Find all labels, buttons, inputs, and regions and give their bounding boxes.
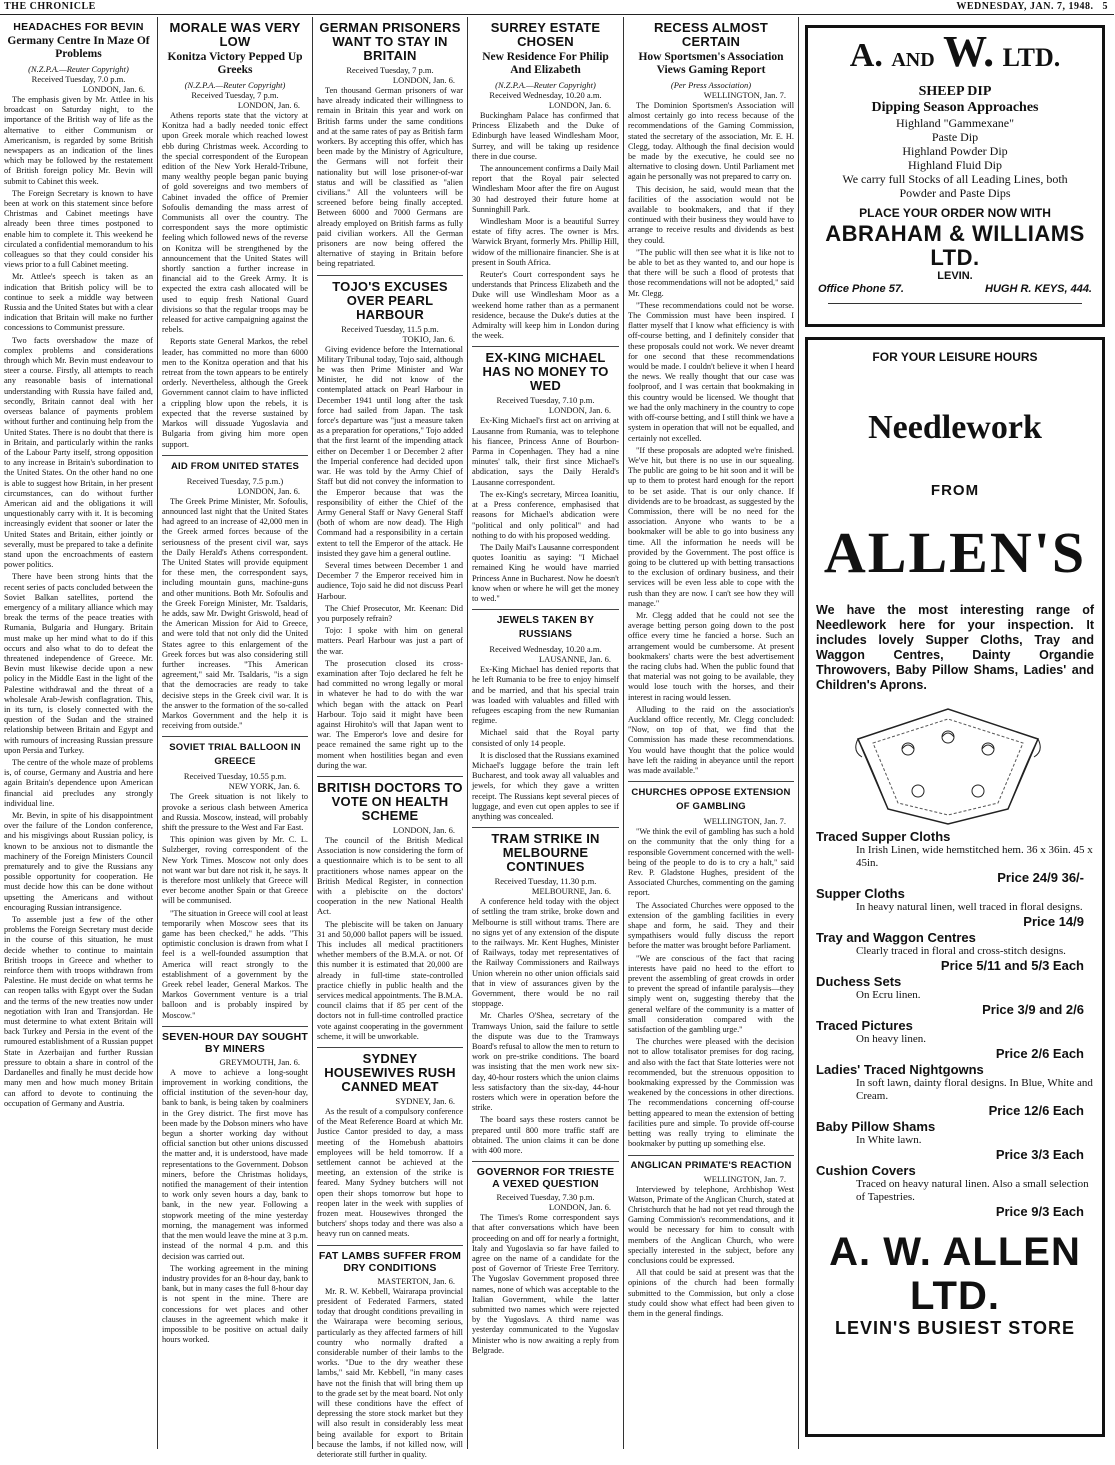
product-price: Price 24/9 36/-	[997, 870, 1084, 885]
paragraph: The emphasis given by Mr. Attlee in his broadcast on Saturday night, to the importance of the British way of life as the alternative to either Communism or Americanism, is regarded by some British newspapers as an indication of the lines which may be followed by the restatement of British foreign policy Mr. Bevin will submit to Cabinet this week.	[4, 95, 153, 186]
place-order-line: PLACE YOUR ORDER NOW WITH	[859, 206, 1051, 220]
story-seven-hour-day	[162, 1031, 308, 1350]
dateline: LONDON, Jan. 6.	[82, 84, 145, 94]
credit: (N.Z.P.A.—Reuter Copyright)	[495, 80, 596, 90]
story-aid-from-united-states	[162, 460, 308, 738]
ad-title: SHEEP DIP	[918, 84, 992, 99]
dateline: WELLINGTON, Jan. 7.	[703, 90, 786, 100]
paragraph: Windlesham Moor is a beautiful Surrey estate of fifty acres. The owner is Mrs. Warwick Bryant, formerly Mrs. Phillip Hill, widow of the millionaire financier. She is at present in South Africa.	[472, 217, 619, 267]
ad-intro: We have the most interesting range of Needlework here for your inspection. It includes lovely Supper Cloths, Tray and Waggon Centres, Dainty Organdie Throwovers, Baby Pillow Shams, Ladies' and Children's Aprons.	[816, 603, 1094, 692]
ad-line: We carry full Stocks of all Leading Lines, both	[842, 172, 1068, 186]
paragraph: Mr. Charles O'Shea, secretary of the Tramways Union, said the failure to settle the dispute was due to the Tramways Board's refusal to allow the men to return to work on pre-strike conditions. The board was insisting that the men work new six-day, 40-hour rosters which the union claims less satisfactory than the six-day, 44-hour rosters which were in operation before the strike.	[472, 1011, 619, 1113]
tablecloth-icon	[838, 699, 1058, 827]
dateline: LONDON, Jan. 6.	[548, 405, 611, 416]
story-anglican-primate	[628, 1160, 794, 1325]
product-description: In heavy natural linen, well traced in floral designs.	[856, 901, 1083, 913]
product-name: Traced Supper Cloths	[816, 829, 951, 844]
paragraph: "If these proposals are adopted we're finished. We've hit, but there is no use in our squealing. The public are going to be hit soon and it will be up to them to protest hard enough for the report to be set aside. That is our only chance. If dividends are to be broadcast, as suggested by the Commission, there will be no need for the association. Anyone who wants to be a bookmaker will be able to go into business any time. All the information he needs will be provided by the Government. The post office is going to be cluttered up with betting transactions to the exclusion of ordinary business, and their services will be even less able to cope with the rush than they are now. I can't see how they will manage."	[628, 445, 794, 608]
product-name: Supper Cloths	[816, 886, 905, 901]
headline: CHURCHES OPPOSE EXTENSION OF GAMBLING	[631, 787, 791, 813]
received-line: Received Tuesday, 11.30 p.m.	[494, 876, 597, 887]
subheadline: How Sportsmen's Association Views Gaming Report	[638, 51, 784, 76]
received-line: Received Tuesday, 7 p.m.	[191, 90, 279, 100]
product-name: Baby Pillow Shams	[816, 1119, 936, 1134]
headline: SOVIET TRIAL BALLOON IN GREECE	[169, 742, 301, 768]
product-description: Clearly traced in floral and cross-stitch designs.	[856, 945, 1066, 957]
story-churches-oppose	[628, 786, 794, 1155]
paragraph: Mr. Attlee's speech is taken as an indication that British policy will be to continue to seek a middle way between Russia and the United States but with a clear indication that Britain will make no further concessions to Communist pressure.	[4, 272, 153, 333]
headline: GOVERNOR FOR TRIESTE A VEXED QUESTION	[476, 1166, 615, 1191]
paragraph: The prosecution closed its cross-examination after Tojo declared he felt he had committed no wrong legally or moral in whatever he had to do with the war which began with the attack on Pearl Harbour. Tojo said it might have been against Hirohito's will that Japan went to war. The Emperor's love and desire for peace remained the same right up to the moment when hostilities began and even during the war.	[317, 658, 463, 770]
paragraph: "We are conscious of the fact that racing interests have paid no heed to the effort to prevent the assembling of great crowds in order to prevent the spread of infantile paralysis—they simply went on, suggesting thereby that the general welfare of the community is a matter of small consideration compared with the satisfaction of the gambling urge."	[628, 953, 794, 1035]
paragraph: The plebiscite will be taken on January 31 and 50,000 ballot papers will be issued. This includes all medical practitioners whether members of the B.M.A. or not. Of this number it is estimated that 20,000 are already in full-time state-controlled practice chiefly in public health and the services medical appointments. The B.M.A. council claims that if 85 per cent of the doctors not in full-time controlled practice vote against cooperating in the government scheme, it will be unworkable.	[317, 919, 463, 1041]
paragraph: Athens reports state that the victory at Konitza had a badly needed tonic effect upon Greek morale which reached lowest ebb during Christmas week. According to the special correspondent of the European edition of the New York Herald-Tribune, many wealthy people began panic buying of gold sovereigns and two members of Cabinet invaded the office of Premier Sofoulis demanding the mass arrest of Communists all over the country. The correspondent says the more optimistic feeling which followed news of the reverse on Konitza will be strengthened by the announcement that the United States will shortly sanction a further increase in financial aid to the Greek Army. It is expected the extra cash allocated will be used to equip fresh National Guard divisions so that the regular troops may be released for active campaigning against the rebels.	[162, 111, 308, 335]
store-name: ALLEN'S	[823, 520, 1087, 585]
story-sydney-housewives	[317, 1052, 463, 1246]
subheadline: New Residence For Philip And Elizabeth	[482, 51, 609, 76]
received-line: Received Tuesday, 7 p.m.	[346, 65, 434, 75]
paragraph: The council of the British Medical Association is now considering the form of a questionnaire which is to be sent to all practitioners whose names appear on the British Medical Register, in connection with a plebiscite on the doctors' cooperation in the new National Health Act.	[317, 835, 463, 917]
ad-line: Highland "Gammexane"	[895, 116, 1015, 130]
story-surrey-estate	[472, 21, 619, 347]
ad-from: FROM	[930, 482, 980, 499]
paragraph: There have been strong hints that the recent series of pacts concluded between the Soviet Balkan satellites, portend the emergency of a military alliance which may break the terms of the peace treaties with Rumania, Bulgaria and Hungary. Britain must make up her mind what to do if this occurs and also what to do to defeat the threatened independence of Greece. Mr. Bevin must likewise decide upon a new policy in the Middle East in the light of the Palestine withdrawal and the threat of a wholesale Arab-Jewish conflagration. This, in its turn, is closely connected with the question of the Sudan and the strained relationship between Britain and Egypt and with rumours of increasing Russian pressure upon Persia and Turkey.	[4, 572, 153, 755]
product-description: Traced on heavy natural linen. Also a small selection of Tapestries.	[856, 1178, 1089, 1203]
paragraph: This opinion was given by Mr. C. L. Sulzberger, roving correspondent of the New York Times. Moscow not only does not want war but dare not risk it, he says. It is therefore most unlikely that Greece will ever become another Spain or that Greece will be communised.	[162, 835, 308, 906]
paper-name: THE CHRONICLE	[4, 1, 96, 12]
paragraph: Mr. Bevin, in spite of his disappointment over the failure of the London conference, and his misgivings about Russian policy, is known to be anxious not to dismantle the machinery of the Foreign Ministers Council prematurely and to give the Russians any possible opportunity for cooperation. He must decide how this can be done without upsetting the Americans and without encouraging Russian intransigence.	[4, 811, 153, 912]
product-name: Duchess Sets	[816, 974, 902, 989]
dateline: LONDON, Jan. 6.	[392, 75, 455, 85]
product-item	[816, 1018, 1094, 1062]
masthead	[0, 0, 1114, 15]
product-price: Price 14/9	[1023, 914, 1084, 929]
subheadline: Germany Centre In Maze Of Problems	[7, 35, 150, 60]
product-item	[816, 886, 1094, 930]
paragraph: The churches were pleased with the decision not to allow totalisator premises for dog racing, and also with the fact that State lotteries were not recommended, but the strenuous opposition to bookmaking expressed by the Commission was weakened by the concessions in other directions. The recommendations concerning off-course betting appeared to mean the extension of betting facilities pure and simple. To provide off-course betting was really trying to eliminate the bookmaker by putting up something else.	[628, 1037, 794, 1149]
headline: SEVEN-HOUR DAY SOUGHT BY MINERS	[162, 1030, 308, 1055]
headline: TRAM STRIKE IN MELBOURNE CONTINUES	[491, 831, 600, 875]
story-soviet-trial-balloon	[162, 741, 308, 1026]
product-item	[816, 1163, 1094, 1220]
product-description: In soft lawn, dainty floral designs. In Blue, White and Cream.	[856, 1077, 1093, 1102]
product-name: Tray and Waggon Centres	[816, 930, 976, 945]
product-price: Price 3/9 and 2/6	[982, 1002, 1084, 1017]
dateline: TOKIO, Jan. 6.	[402, 333, 455, 344]
product-item	[816, 930, 1094, 974]
received-line: Received Tuesday, 11.5 p.m.	[341, 323, 439, 334]
paragraph: Tojo: I spoke with him on general matters. Pearl Harbour was just a part of the war.	[317, 626, 463, 656]
dateline: MASTERTON, Jan. 6.	[377, 1275, 455, 1286]
page-number: 5	[1102, 1, 1108, 12]
dateline: WELLINGTON, Jan. 7.	[703, 816, 786, 827]
dateline: WELLINGTON, Jan. 7.	[703, 1173, 786, 1184]
ad-subtitle: Dipping Season Approaches	[871, 100, 1039, 115]
paragraph: "These recommendations could not be worse. The Commission must have been inspired. I flatter myself that I know what efficiency is with off-course betting, and I definitely consider that these proposals could not work. We never dreamt for one second that these recommendations would be made. I couldn't believe it when I heard the news. We really thought that our case was foolproof, and I was certain that bookmaking in this country would be licensed. We thought that we had the only machinery in the country to cope with off-course betting, and I still think we have a system in operation that will not be equalled, and certainly not excelled.	[628, 300, 794, 443]
paragraph: The Daily Mail's Lausanne correspondent quotes Ioanitiu as saying: "I Michael remained King he would have married Princess Anne in Bucharest. Now he doesn't know when or where he will get the money to wed."	[472, 542, 619, 603]
product-description: In White lawn.	[856, 1134, 922, 1146]
column-5	[623, 17, 798, 1449]
paragraph: Ex-King Michael's first act on arriving at Lausanne from Rumania, was to telephone his fiancee, Princess Anne of Bourbon-Parma in Copenhagen. They had a nine minutes' talk, their first since Michael's abdication, says the Daily Herald's Lausanne correspondent.	[472, 416, 619, 487]
headline: SYDNEY HOUSEWIVES RUSH CANNED MEAT	[324, 1051, 456, 1095]
headline: EX-KING MICHAEL HAS NO MONEY TO WED	[482, 350, 609, 394]
dateline: LONDON, Jan. 6.	[548, 100, 611, 110]
paragraph: Reports state General Markos, the rebel leader, has committed no more than 6000 men to the Konitza operation and that his retreat from the town appears to be entirely orderly. Nevertheless, although the Greek Government cannot claim to have inflicted a crippling blow upon the rebels, it is expected that the reverse sustained by Markos will dissuade Yugoslavia and Bulgaria from giving him more open support.	[162, 337, 308, 449]
dateline: MELBOURNE, Jan. 6.	[531, 886, 611, 897]
ad-line: Powder and Paste Dips	[899, 186, 1011, 200]
paragraph: The Times's Rome correspondent says that after conversations which have been proceeding on and off for nearly a fortnight, Italy and Yugoslavia so far have failed to agree on the name of a candidate for the post of Governor of Trieste Free Territory. The Yugoslav Government proposed three names, none of which was acceptable to the Italian Government, while the latter submitted two names which were rejected by the Yugoslavs. A third name was yesterday communicated to the Yugoslav Minister who is now awaiting a reply from Belgrade.	[472, 1213, 619, 1355]
column-1	[0, 17, 157, 1449]
product-name: Ladies' Traced Nightgowns	[816, 1062, 984, 1077]
keys-phone: HUGH R. KEYS, 444.	[985, 283, 1092, 295]
headline: FAT LAMBS SUFFER FROM DRY CONDITIONS	[318, 1249, 462, 1274]
product-item	[816, 829, 1094, 886]
story-headaches-for-bevin	[4, 21, 153, 1114]
paragraph: The board says these rosters cannot be prepared until 800 more traffic staff are obtained. The union claims it can be done with 400 more.	[472, 1115, 619, 1156]
story-recess-almost-certain	[628, 21, 794, 782]
paragraph: Reuter's Court correspondent says he understands that Princess Elizabeth and the Duke will use Windlesham Moor as a weekend home rather than as a permanent residence, because the Duke's duties at the Admiralty will keep him in London during the week.	[472, 270, 619, 341]
paragraph: The working agreement in the mining industry provides for an 8-hour day, bank to bank, but in many cases the full 8-hour day is not spent in the mine. There are concessions for wet places and other clauses in the agreement which make it impossible to be positive on actual daily hours worked.	[162, 1263, 309, 1345]
paragraph: The Chief Prosecutor, Mr. Keenan: Did you purposely refrain?	[317, 603, 463, 623]
divider	[828, 303, 1082, 304]
paragraph: This decision, he said, would mean that the facilities of the association would not be available to bookmakers, and that if they continued with their business they would have to arrange to receive results and dividends as best they could.	[628, 184, 794, 245]
product-item	[816, 1119, 1094, 1163]
paragraph: A conference held today with the object of settling the tram strike, broke down and Melbourne is still without trams. There are no signs yet of any extension of the dispute to the railways. Mr. Kent Hughes, Minister of Railways, today met representatives of the Railway Commissioners and Railways Union wherein no other union officials said that in view of assurances given by the Government, there would be no rail stoppage.	[472, 897, 619, 1009]
story-governor-trieste	[472, 1166, 619, 1361]
dateline: LONDON, Jan. 6.	[548, 1202, 611, 1213]
paragraph: Ex-King Michael has denied reports that he left Rumania to be free to enjoy himself and be married, and that his special train was loaded with valuables and filled with refugees escaping from the new Rumanian regime.	[472, 665, 619, 726]
paragraph: The Dominion Sportsmen's Association will almost certainly go into recess because of the recommendations of the Gaming Commission, stated the secretary of the association, Mr. E. H. Clegg, today. Although the final decision would be made by the executive, he could see no alternative to closing down. Until Parliament met again he personally was not prepared to carry on.	[628, 101, 794, 182]
credit: (N.Z.P.A.—Reuter Copyright)	[28, 64, 129, 74]
product-price: Price 9/3 Each	[995, 1204, 1084, 1219]
advertisement-column	[798, 17, 1115, 1449]
credit: (N.Z.P.A.—Reuter Copyright)	[184, 80, 286, 90]
store-slogan: LEVIN'S BUSIEST STORE	[835, 1318, 1075, 1338]
received-line: Received Wednesday, 10.20 a.m.	[489, 90, 602, 100]
credit: (Per Press Association)	[670, 80, 752, 90]
phone-numbers	[808, 283, 1102, 297]
ad-kicker: FOR YOUR LEISURE HOURS	[872, 350, 1038, 364]
product-price: Price 3/3 Each	[995, 1147, 1084, 1162]
paragraph: Alluding to the raid on the association's Auckland office recently, Mr. Clegg concluded: "Now, on top of that, we find that the Commission has made these recommendations. You would have thought that the police would have left the raiding in abeyance until the report was made available."	[628, 704, 794, 775]
dateline: GREYMOUTH, Jan. 6.	[219, 1056, 300, 1067]
paragraph: All that could be said at present was that the opinions of the church had been formally submitted to the Commission, but only a close study could show what effect had been given to them in the general findings.	[628, 1268, 794, 1318]
story-german-prisoners	[317, 21, 463, 276]
company-town: LEVIN.	[937, 270, 973, 282]
product-description: On Ecru linen.	[856, 989, 921, 1001]
dateline: NEW YORK, Jan. 6.	[228, 781, 300, 792]
ad-line: Highland Powder Dip	[902, 144, 1008, 158]
headline: ANGLICAN PRIMATE'S REACTION	[630, 1159, 792, 1171]
received-line: Received Tuesday, 7.0 p.m.	[31, 74, 126, 84]
paragraph: Mr. R. W. Kebbell, Wairarapa provincial president of Federated Farmers, stated today that drought conditions prevailing in the Wairarapa were becoming serious, particularly as they affected farmers of hill country who normally drafted a considerable number of their lambs to the works. "Due to the dry weather these lambs," said Mr. Kebbell, "in many cases have not the finish that will bring them up to the grade set by the meat board. Not only will these conditions have the effect of depressing the store stock market but they will also result in considerably less meat being available for export to Britain because the lambs, if not killed now, will deteriorate still further in quality.	[317, 1286, 463, 1459]
product-name: Traced Pictures	[816, 1018, 913, 1033]
dateline: LAUSANNE, Jan. 6.	[538, 654, 611, 665]
paragraph: Ten thousand German prisoners of war have already indicated their willingness to remain in Britain this year and work on British farms under the same conditions and at the same rates of pay as British farm workers. By accepting this offer, which has been made by the Ministry of Agriculture, the Germans will not forfeit their nationality but will lose prisoner-of-war status and will be classified as "alien civilians." All the volunteers will be screened before being finally accepted. Between 6000 and 7000 Germans are already employed on British farms as fully paid civilian workers. All the German prisoners are now being offered the alternative of staying in Britain before being repatriated.	[317, 86, 463, 269]
product-price: Price 5/11 and 5/3 Each	[940, 958, 1084, 973]
story-tram-strike	[472, 832, 619, 1162]
product-description: On heavy linen.	[856, 1033, 926, 1045]
story-ex-king-michael	[472, 351, 619, 610]
received-line: Received Tuesday, 7.30 p.m.	[496, 1192, 595, 1203]
product-price: Price 2/6 Each	[995, 1046, 1084, 1061]
paragraph: Several times between December 1 and December 7 the Emperor received him in audience, Tojo said he did not discuss Pearl Harbour.	[317, 560, 463, 601]
product-item	[816, 974, 1094, 1018]
paragraph: Michael said that the Royal party consisted of only 14 people.	[472, 728, 619, 748]
headline: HEADACHES FOR BEVIN	[13, 21, 144, 33]
advertisement-needlework	[805, 337, 1105, 1437]
ad-line: Highland Fluid Dip	[907, 158, 1002, 172]
paragraph: "The public will then see what it is like not to be able to bet as they wanted to, and our hope is that there will be such a flood of protests that those recommendations will not be adopted," said Mr. Clegg.	[628, 247, 794, 298]
product-description: In Irish Linen, wide hemstitched hem. 36 x 36in. 45 x 45in.	[856, 844, 1093, 869]
ad-line: Paste Dip	[931, 130, 979, 144]
received-line: Received Tuesday, 7.5 p.m.)	[186, 475, 284, 486]
headline: TOJO'S EXCUSES OVER PEARL HARBOUR	[332, 278, 448, 322]
subheadline: Konitza Victory Pepped Up Greeks	[167, 51, 303, 76]
headline: BRITISH DOCTORS TO VOTE ON HEALTH SCHEME	[317, 779, 463, 823]
advertiser-name: A. AND W. LTD.	[849, 27, 1061, 76]
paragraph: Mr. Clegg added that he could not see the average betting person going down to the post office every time he fancied a horse. Such an arrangement would be cumbersome. At present bookmakers' charts were the best advertisement the racing clubs had. When the public found that that material was not going to be available, they would lose touch with the horses, and their interest in racing would lessen.	[628, 610, 794, 702]
paragraph: Buckingham Palace has confirmed that Princess Elizabeth and the Duke of Edinburgh have leased Windlesham Moor, Surrey, and will be taking up residence there in due course.	[472, 111, 619, 161]
headline: SURREY ESTATE CHOSEN	[490, 20, 601, 49]
paragraph: To assemble just a few of the other problems the Foreign Secretary must decide in the course of this situation, he must decide whether to continue to maintain British troops in Greece and whether to reinforce them with troops withdrawn from Palestine. He must decide on what terms he can reopen talks with Egypt over the Sudan and the terms of the new treaties now under negotiation with Iran and Transjordan. He must determine to what extent Britain will back Turkey and Persia in the event of the rumoured establishment of a Russian puppet State in Azerbaijan and further Russian pressure to obtain a share in control of the Dardanelles and finally he must decide how many men and how much money Britain can afford to devote to continuing the occupation of Germany and Austria.	[4, 915, 153, 1108]
ad-title: Needlework	[868, 409, 1042, 446]
column-3	[312, 17, 467, 1459]
paragraph: "We think the evil of gambling has such a hold on the community that the only thing for a responsible Government concerned with the well-being of the people to do is to cry a halt," said Rev. P. Gladstone Hughes, president of the Associated Churches, commenting on the gaming report.	[628, 827, 794, 898]
story-morale-was-very-low	[162, 21, 308, 456]
story-british-doctors	[317, 781, 463, 1048]
headline: JEWELS TAKEN BY RUSSIANS	[496, 615, 595, 641]
product-price: Price 12/6 Each	[988, 1103, 1084, 1118]
paragraph: As the result of a compulsory conference of the Meat Reference Board at which Mr. Justice Cantor presided to day, a mass meeting of the Homebush abattoirs employees will be held tomorrow. If a settlement cannot be achieved at the meeting, an extension of the strike is feared. Many Sydney butchers will not open their shops tomorrow but hope to reopen later in the week with supplies of frozen meat. Housewives thronged the butchers' shops today and there was also a heavy run on canned meats.	[317, 1107, 463, 1239]
headline: GERMAN PRISONERS WANT TO STAY IN BRITAIN	[319, 20, 461, 63]
story-jewels-taken	[472, 614, 619, 828]
office-phone: Office Phone 57.	[818, 283, 904, 295]
column-2	[157, 17, 312, 1449]
story-fat-lambs	[317, 1250, 463, 1465]
headline: MORALE WAS VERY LOW	[169, 20, 301, 49]
paragraph: The Greek situation is not likely to provoke a serious clash between America and Russia. Moscow, instead, will probably shift the pressure to the West and Far East.	[162, 792, 308, 832]
paragraph: The ex-King's secretary, Mircea Ioanitiu, at a Press conference, emphasised that reasons for Michael's abdication were "political and only political" and had nothing to do with his proposed wedding.	[472, 489, 619, 540]
advertisement-sheep-dip	[805, 25, 1105, 327]
received-line: Received Tuesday, 10.55 p.m.	[183, 771, 287, 782]
story-tojo-excuses	[317, 280, 463, 777]
paragraph: The Greek Prime Minister, Mr. Sofoulis, announced last night that the United States had agreed to an increase of 42,000 men in the Greek armed forces because of the seriousness of the present civil war, says the Daily Herald's Athens correspondent. The United States will provide equipment for these men, the correspondent says, including mountain guns, machine-guns and other munitions. Both Mr. Sofoulis and the Greek Foreign Minister, Mr. Tsaldaris, he adds, saw Mr. Dwight Griswold, head of the American Mission for Aid to Greece, and were told that not only did the United States agree to this enlargement of the Greek forces but was also considering still further increases. "This American agreement," said Mr. Tsaldaris, "is a sign that the democracies are ready to take decisive steps in the Greek civil war. It is the answer to the formation of the so-called Markos Government and the help it is receiving from outside."	[162, 496, 308, 731]
product-item	[816, 1062, 1094, 1119]
dateline: LONDON, Jan. 6.	[392, 824, 455, 835]
dateline: SYDNEY, Jan. 6.	[395, 1096, 455, 1107]
paragraph: Two facts overshadow the maze of complex problems and considerations through which Mr. Bevin must endeavour to steer a course. Firstly, all attempts to reach any reasonable basis of international understanding with Russia have failed and, secondly, Britain cannot deal with her overseas balance of payments problem without further and continuing help from the United States. There is no doubt that there is in Britain, and particularly within the ranks of the Labour Party itself, strong opposition to any increase in Britain's subordination to the United States. On the other hand no one is able to suggest how Britain, in her present circumstances, can do without further American aid and the obligations it will unquestionably carry with it. It is becoming increasingly evident that sooner or later the United States and Britain, either jointly or severally, must be prepared to take a definite stand upon the encroachments of eastern power politics.	[4, 335, 153, 570]
dateline: LONDON, Jan. 6.	[237, 485, 300, 496]
column-4	[467, 17, 623, 1449]
product-name: Cushion Covers	[816, 1163, 916, 1178]
paragraph: The Foreign Secretary is known to have been at work on this statement since before Christmas and Cabinet meetings have already been three times postponed to enable him to complete it. This weekend he circulated a confidential memorandum to his colleagues so that they could consider his views prior to a full Cabinet meeting.	[4, 188, 153, 270]
paragraph: Giving evidence before the International Military Tribunal today, Tojo said, although he was then Prime Minister and War Minister, he did not know of the contemplated attack on Pearl Harbour in December 1941 until long after the task force had sailed from Japan. The task force's departure was "just a measure taken as a preparation for operations," Tojo added that the first learnt of the impending attack either on December 1 or December 2 after the Imperial conference had decided upon war. He was told by the Army Chief of Staff but did not convey the information to the Emperor because that was the responsibility of either the Chief of the Army General Staff or Navy General Staff (both of whom are now dead). The High Command had a responsibility in a certain extent to tell the Emperor of the attack. He insisted they gave him a general outline.	[317, 344, 463, 558]
headline: AID FROM UNITED STATES	[170, 460, 300, 472]
headline: RECESS ALMOST CERTAIN	[653, 20, 769, 49]
paragraph: The announcement confirms a Daily Mail report that the Royal pair selected Windlesham Moor after the fire on August 30 had destroyed their future home at Sunninghill Park.	[472, 164, 619, 214]
company-name: A. W. ALLEN LTD.	[829, 1230, 1081, 1318]
embroidered-cloth-illustration	[808, 699, 1102, 829]
paragraph: The centre of the whole maze of problems is, of course, Germany and Austria and here again Britain's dependence upon American financial aid precludes any strongly individual line.	[4, 758, 153, 808]
paragraph: Interviewed by telephone, Archbishop West Watson, Primate of the Anglican Church, stated at Christchurch that he had not yet read through the Gaming Commission's recommendations, and it would be necessary for him to consult with members of the Anglican Church, who were specially interested in the subject, before any conclusions could be expressed.	[628, 1184, 794, 1265]
dateline: LONDON, Jan. 6.	[237, 100, 300, 110]
received-line: Received Wednesday, 10.20 a.m.	[489, 644, 602, 655]
received-line: Received Tuesday, 7.10 p.m.	[496, 395, 595, 406]
company-name: ABRAHAM & WILLIAMS LTD.	[825, 221, 1085, 270]
story-body	[4, 95, 153, 1109]
paragraph: It is disclosed that the Russians examined Michael's luggage before the train left Bucharest, and took away all valuables and jewels, for which they gave a written receipt. The Russians kept several pieces of luggage, and even cut open apples to see if anything was concealed.	[472, 750, 619, 821]
issue-date: WEDNESDAY, JAN. 7, 1948. 5	[956, 1, 1108, 12]
paragraph: The Associated Churches were opposed to the extension of the gambling facilities in every shape and form, he said. They and their sympathisers would fully discuss the report before the matter was brought before Parliament.	[628, 900, 794, 951]
paragraph: "The situation in Greece will cool at least temporarily when Moscow sees that its game has been checked," he adds. "This optimistic conclusion is drawn from what I feel is a well-founded assumption that America will react strongly to the establishment of a government by the Greek rebel leader, General Markos. The Markos Government venture is a trial balloon and is probably inspired by Moscow."	[162, 908, 308, 1020]
paragraph: A move to achieve a long-sought improvement in working conditions, the official institution of the seven-hour day, bank to bank, is being taken by coalminers in the Grey district. The first move has been made by the Dobson miners who have begun a shorter working day without official sanction but other unions discussed the matter and, it is understood, have made representations to the Government. Dobson miners, before the Christmas holidays, notified the management of their intention to work only seven hours a day, bank to bank, in the new year. Following a stopwork meeting of the mine yesterday morning, the management was informed that the men would leave the mine at 3 p.m. instead of the normal 4 p.m. and this decision was carried out.	[162, 1067, 308, 1261]
